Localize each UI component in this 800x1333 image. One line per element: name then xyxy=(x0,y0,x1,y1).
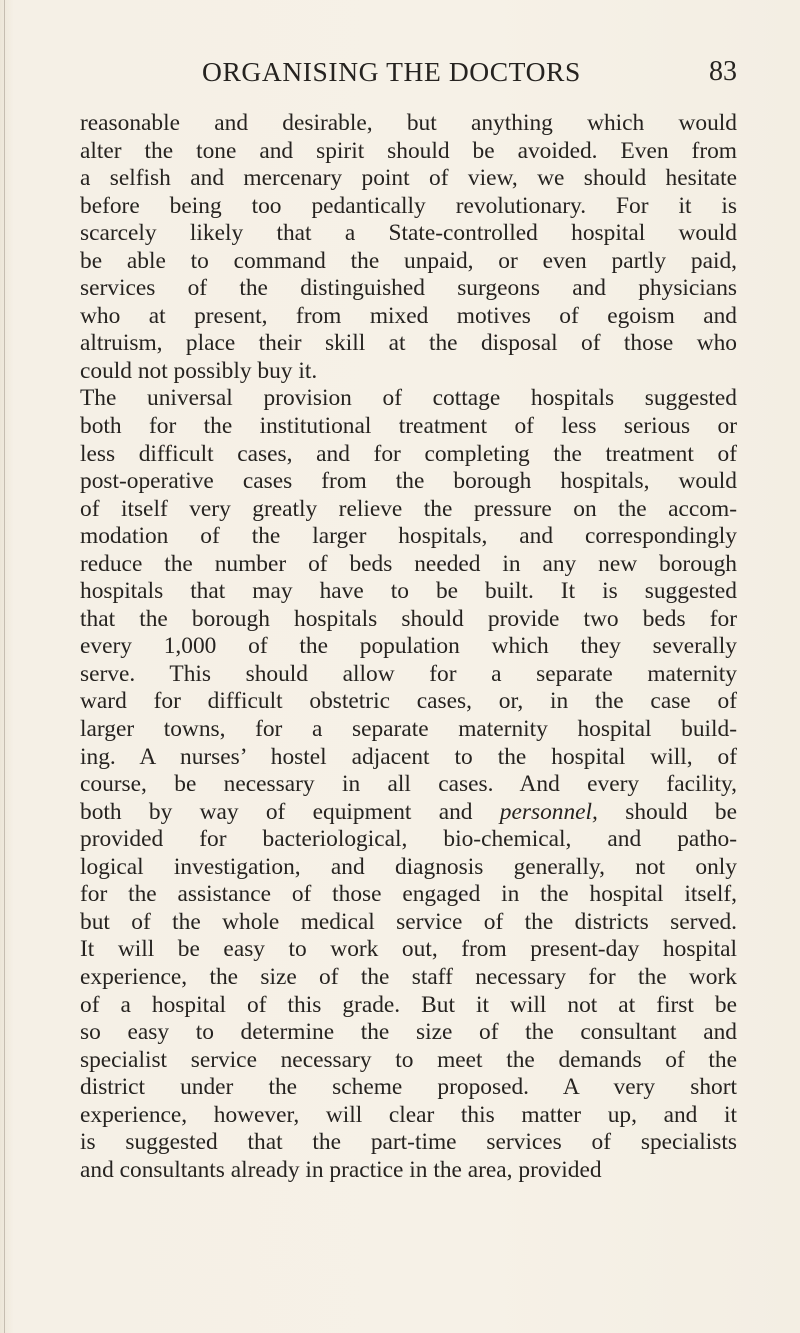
text-line: modation of the larger hospitals, and correspondingly xyxy=(80,523,737,550)
text-line: scarcely likely that a State-controlled hospital would xyxy=(80,220,737,247)
page-header xyxy=(80,50,737,94)
text-line: so easy to determine the size of the consultant and xyxy=(80,1019,737,1046)
text-line: is suggested that the part-time services of specialists xyxy=(80,1129,737,1156)
text-line: that the borough hospitals should provide two beds for xyxy=(80,605,737,632)
text-line: be able to command the unpaid, or even partly paid, xyxy=(80,247,737,274)
text-line: logical investigation, and diagnosis generally, not only xyxy=(80,853,737,880)
text-line: altruism, place their skill at the disposal of those who xyxy=(80,330,737,357)
page-number: 83 xyxy=(709,56,737,87)
text-line: specialist service necessary to meet the demands of the xyxy=(80,1046,737,1073)
text-line: but of the whole medical service of the districts served. xyxy=(80,908,737,935)
text-line: services of the distinguished surgeons and physicians xyxy=(80,275,737,302)
text-line-mixed xyxy=(80,799,737,827)
text-line: provided for bacteriological, bio-chemical, and patho- xyxy=(80,826,737,853)
text-line: hospitals that may have to be built. It is suggested xyxy=(80,578,737,605)
text-line: reduce the number of beds needed in any new borough xyxy=(80,550,737,577)
text-line: of a hospital of this grade. But it will not at first be xyxy=(80,991,737,1018)
text-line: ward for difficult obstetric cases, or, in the case of xyxy=(80,688,737,715)
running-head: ORGANISING THE DOCTORS xyxy=(202,56,581,87)
text-line: larger towns, for a separate maternity hospital build- xyxy=(80,716,737,743)
text-line: experience, however, will clear this matter up, and it xyxy=(80,1101,737,1128)
text-line: district under the scheme proposed. A very short xyxy=(80,1074,737,1101)
text-line: every 1,000 of the population which they severally xyxy=(80,633,737,660)
text-segment: should be xyxy=(625,798,737,825)
text-line: serve. This should allow for a separate maternity xyxy=(80,660,737,687)
text-line: course, be necessary in all cases. And every facility, xyxy=(80,771,737,798)
text-line: who at present, from mixed motives of egoism and xyxy=(80,302,737,329)
text-line: before being too pedantically revolutionary. For it is xyxy=(80,192,737,219)
text-line: reasonable and desirable, but anything which would xyxy=(80,110,737,136)
text-line: less difficult cases, and for completing the treatment of xyxy=(80,440,737,467)
text-line: The universal provision of cottage hospitals suggested xyxy=(80,385,737,412)
text-line: alter the tone and spirit should be avoided. Even from xyxy=(80,137,737,164)
text-segment: both by way of equipment and xyxy=(80,798,473,825)
text-line: post-operative cases from the borough hospitals, would xyxy=(80,468,737,495)
binding-edge xyxy=(4,0,5,1333)
body-text xyxy=(80,110,737,1184)
text-line: experience, the size of the staff necessary for the work xyxy=(80,963,737,990)
text-line: of itself very greatly relieve the pressure on the accom- xyxy=(80,495,737,522)
text-line: ing. A nurses’ hostel adjacent to the hospital will, of xyxy=(80,743,737,770)
italic-term: personnel, xyxy=(499,798,598,825)
text-line: It will be easy to work out, from present-day hospital xyxy=(80,936,737,963)
text-line: could not possibly buy it. xyxy=(80,357,318,384)
text-line: both for the institutional treatment of less serious or xyxy=(80,413,737,440)
text-line: for the assistance of those engaged in the hospital itself, xyxy=(80,881,737,908)
text-line: a selfish and mercenary point of view, we should hesitate xyxy=(80,165,737,192)
text-line: and consultants already in practice in the area, provided xyxy=(80,1156,602,1183)
